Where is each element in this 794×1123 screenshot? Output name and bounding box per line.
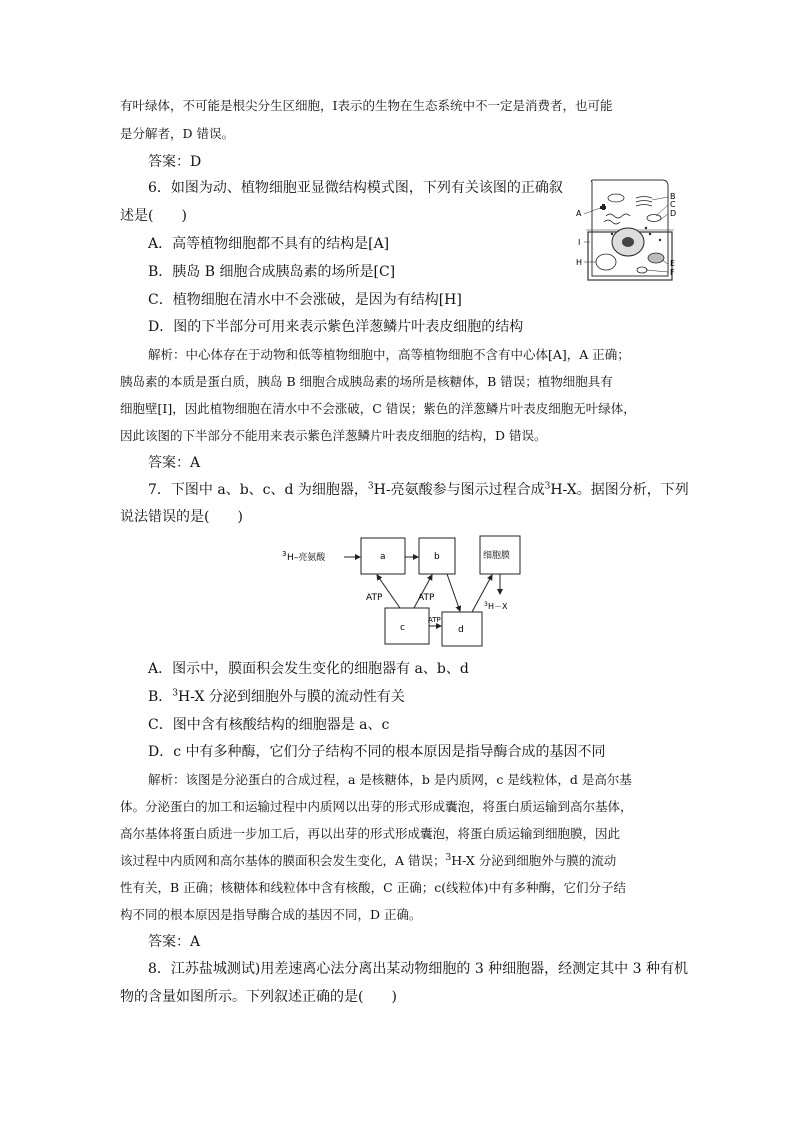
q7-explanation-line-5: 性有关，B 正确；核糖体和线粒体中含有核酸，C 正确；c(线粒体)中有多种酶，它们分子结 xyxy=(120,880,626,895)
label-c: C xyxy=(670,200,676,209)
q6-stem-line-1: 6．如图为动、植物细胞亚显微结构模式图，下列有关该图的正确叙 xyxy=(148,180,563,196)
q7-option-a: A．图示中，膜面积会发生变化的细胞器有 a、b、d xyxy=(148,661,469,677)
flow-output-label: H－X xyxy=(488,602,508,611)
q7-stem-pre: 7．下图中 a、b、c、d 为细胞器， xyxy=(148,482,368,498)
q7-stem-post: H-X。据图分析，下列 xyxy=(550,482,689,498)
prev-answer: 答案：D xyxy=(148,154,202,170)
cell-ultrastructure-figure xyxy=(576,176,682,286)
q6-explanation-line-3: 细胞壁[I]，因此植物细胞在清水中不会涨破，C 错误；紫色的洋葱鳞片叶表皮细胞无叶绿体， xyxy=(120,401,636,416)
organelle-d-label: d xyxy=(458,625,464,635)
flow-input-sup: 3 xyxy=(282,550,287,558)
q7-option-b-sup: 3 xyxy=(172,688,179,699)
q6-explanation-line-1: 解析：中心体存在于动物和低等植物细胞中，高等植物细胞不含有中心体[A]，A 正确； xyxy=(148,347,630,362)
q7-stem-line-2: 说法错误的是( ) xyxy=(120,509,243,525)
q7-stem-sup-1: 3 xyxy=(367,481,374,492)
q7-explanation-line-4 xyxy=(120,851,616,869)
label-d: D xyxy=(670,209,677,218)
flow-output-sup: 3 xyxy=(484,601,488,608)
label-a: A xyxy=(576,209,582,218)
q7-stem-mid: H-亮氨酸参与图示过程合成 xyxy=(373,482,545,498)
prev-explanation-line-1: 有叶绿体，不可能是根尖分生区细胞，Ⅰ表示的生物在生态系统中不一定是消费者，也可能 xyxy=(120,98,613,113)
q7-option-b-prefix: B． xyxy=(148,689,173,705)
atp-label-3: ATP xyxy=(428,616,441,624)
q6-explanation-line-4: 因此该图的下半部分不能用来表示紫色洋葱鳞片叶表皮细胞的结构，D 错误。 xyxy=(120,428,547,443)
q7-explanation-line-1: 解析：该图是分泌蛋白的合成过程，a 是核糖体，b 是内质网，c 是线粒体，d 是高尔基 xyxy=(148,772,632,787)
label-h: H xyxy=(576,258,583,267)
q8-stem-line-2: 物的含量如图所示。下列叙述正确的是( ) xyxy=(120,989,397,1005)
prev-explanation-line-2: 是分解者，D 错误。 xyxy=(120,126,234,141)
label-i: I xyxy=(578,238,581,247)
organelle-c-box xyxy=(385,608,429,644)
organelle-b-label: b xyxy=(434,552,440,562)
organelle-a-label: a xyxy=(380,552,386,562)
q7-expl-4-pre: 该过程中内质网和高尔基体的膜面积会发生变化，A 错误； xyxy=(120,853,446,868)
organelle-c-label: c xyxy=(400,623,405,633)
q7-answer: 答案：A xyxy=(148,934,201,950)
flow-diagram-svg xyxy=(282,532,522,648)
q7-option-c: C．图中含有核酸结构的细胞器是 a、c xyxy=(148,717,390,733)
atp-label-2: ATP xyxy=(418,593,435,603)
cell-diagram-svg xyxy=(576,176,682,286)
q7-expl-4-sup: 3 xyxy=(445,852,452,863)
q7-option-d: D．c 中有多种酶，它们分子结构不同的根本原因是指导酶合成的基因不同 xyxy=(148,744,606,760)
flow-input-label: H–亮氨酸 xyxy=(287,553,326,563)
q8-stem-line-1: 8．江苏盐城测试)用差速离心法分离出某动物细胞的 3 种细胞器，经测定其中 3 种有机 xyxy=(148,961,688,977)
q6-explanation-line-2: 胰岛素的本质是蛋白质，胰岛 B 细胞合成胰岛素的场所是核糖体，B 错误；植物细胞具有 xyxy=(120,374,613,389)
q7-explanation-line-6: 构不同的根本原因是指导酶合成的基因不同，D 正确。 xyxy=(120,907,422,922)
secretory-pathway-figure xyxy=(282,532,522,648)
q6-option-b: B．胰岛 B 细胞合成胰岛素的场所是[C] xyxy=(148,264,396,280)
q6-option-d: D．图的下半部分可用来表示紫色洋葱鳞片叶表皮细胞的结构 xyxy=(148,319,524,335)
q7-option-b-text: H-X 分泌到细胞外与膜的流动性有关 xyxy=(178,689,405,705)
label-f: F xyxy=(670,268,675,277)
q7-explanation-line-2: 体。分泌蛋白的加工和运输过程中内质网以出芽的形式形成囊泡，将蛋白质运输到高尔基体， xyxy=(120,799,633,814)
atp-label-1: ATP xyxy=(366,593,383,603)
q6-option-c: C．植物细胞在清水中不会涨破，是因为有结构[H] xyxy=(148,292,462,308)
q6-answer: 答案：A xyxy=(148,455,201,471)
q6-option-a: A．高等植物细胞都不具有的结构是[A] xyxy=(148,236,390,252)
q7-explanation-line-3: 高尔基体将蛋白质进一步加工后，再以出芽的形式形成囊泡，将蛋白质运输到细胞膜，因此 xyxy=(120,826,621,841)
q7-stem-sup-2: 3 xyxy=(544,481,551,492)
q6-stem-line-2: 述是( ) xyxy=(120,208,187,224)
q7-stem-line-1 xyxy=(148,479,689,499)
q7-expl-4-post: H-X 分泌到细胞外与膜的流动 xyxy=(451,853,617,868)
label-e: E xyxy=(670,259,676,268)
q7-option-b xyxy=(148,686,405,706)
label-b: B xyxy=(670,192,676,201)
cell-membrane-label: 细胞膜 xyxy=(483,551,511,561)
